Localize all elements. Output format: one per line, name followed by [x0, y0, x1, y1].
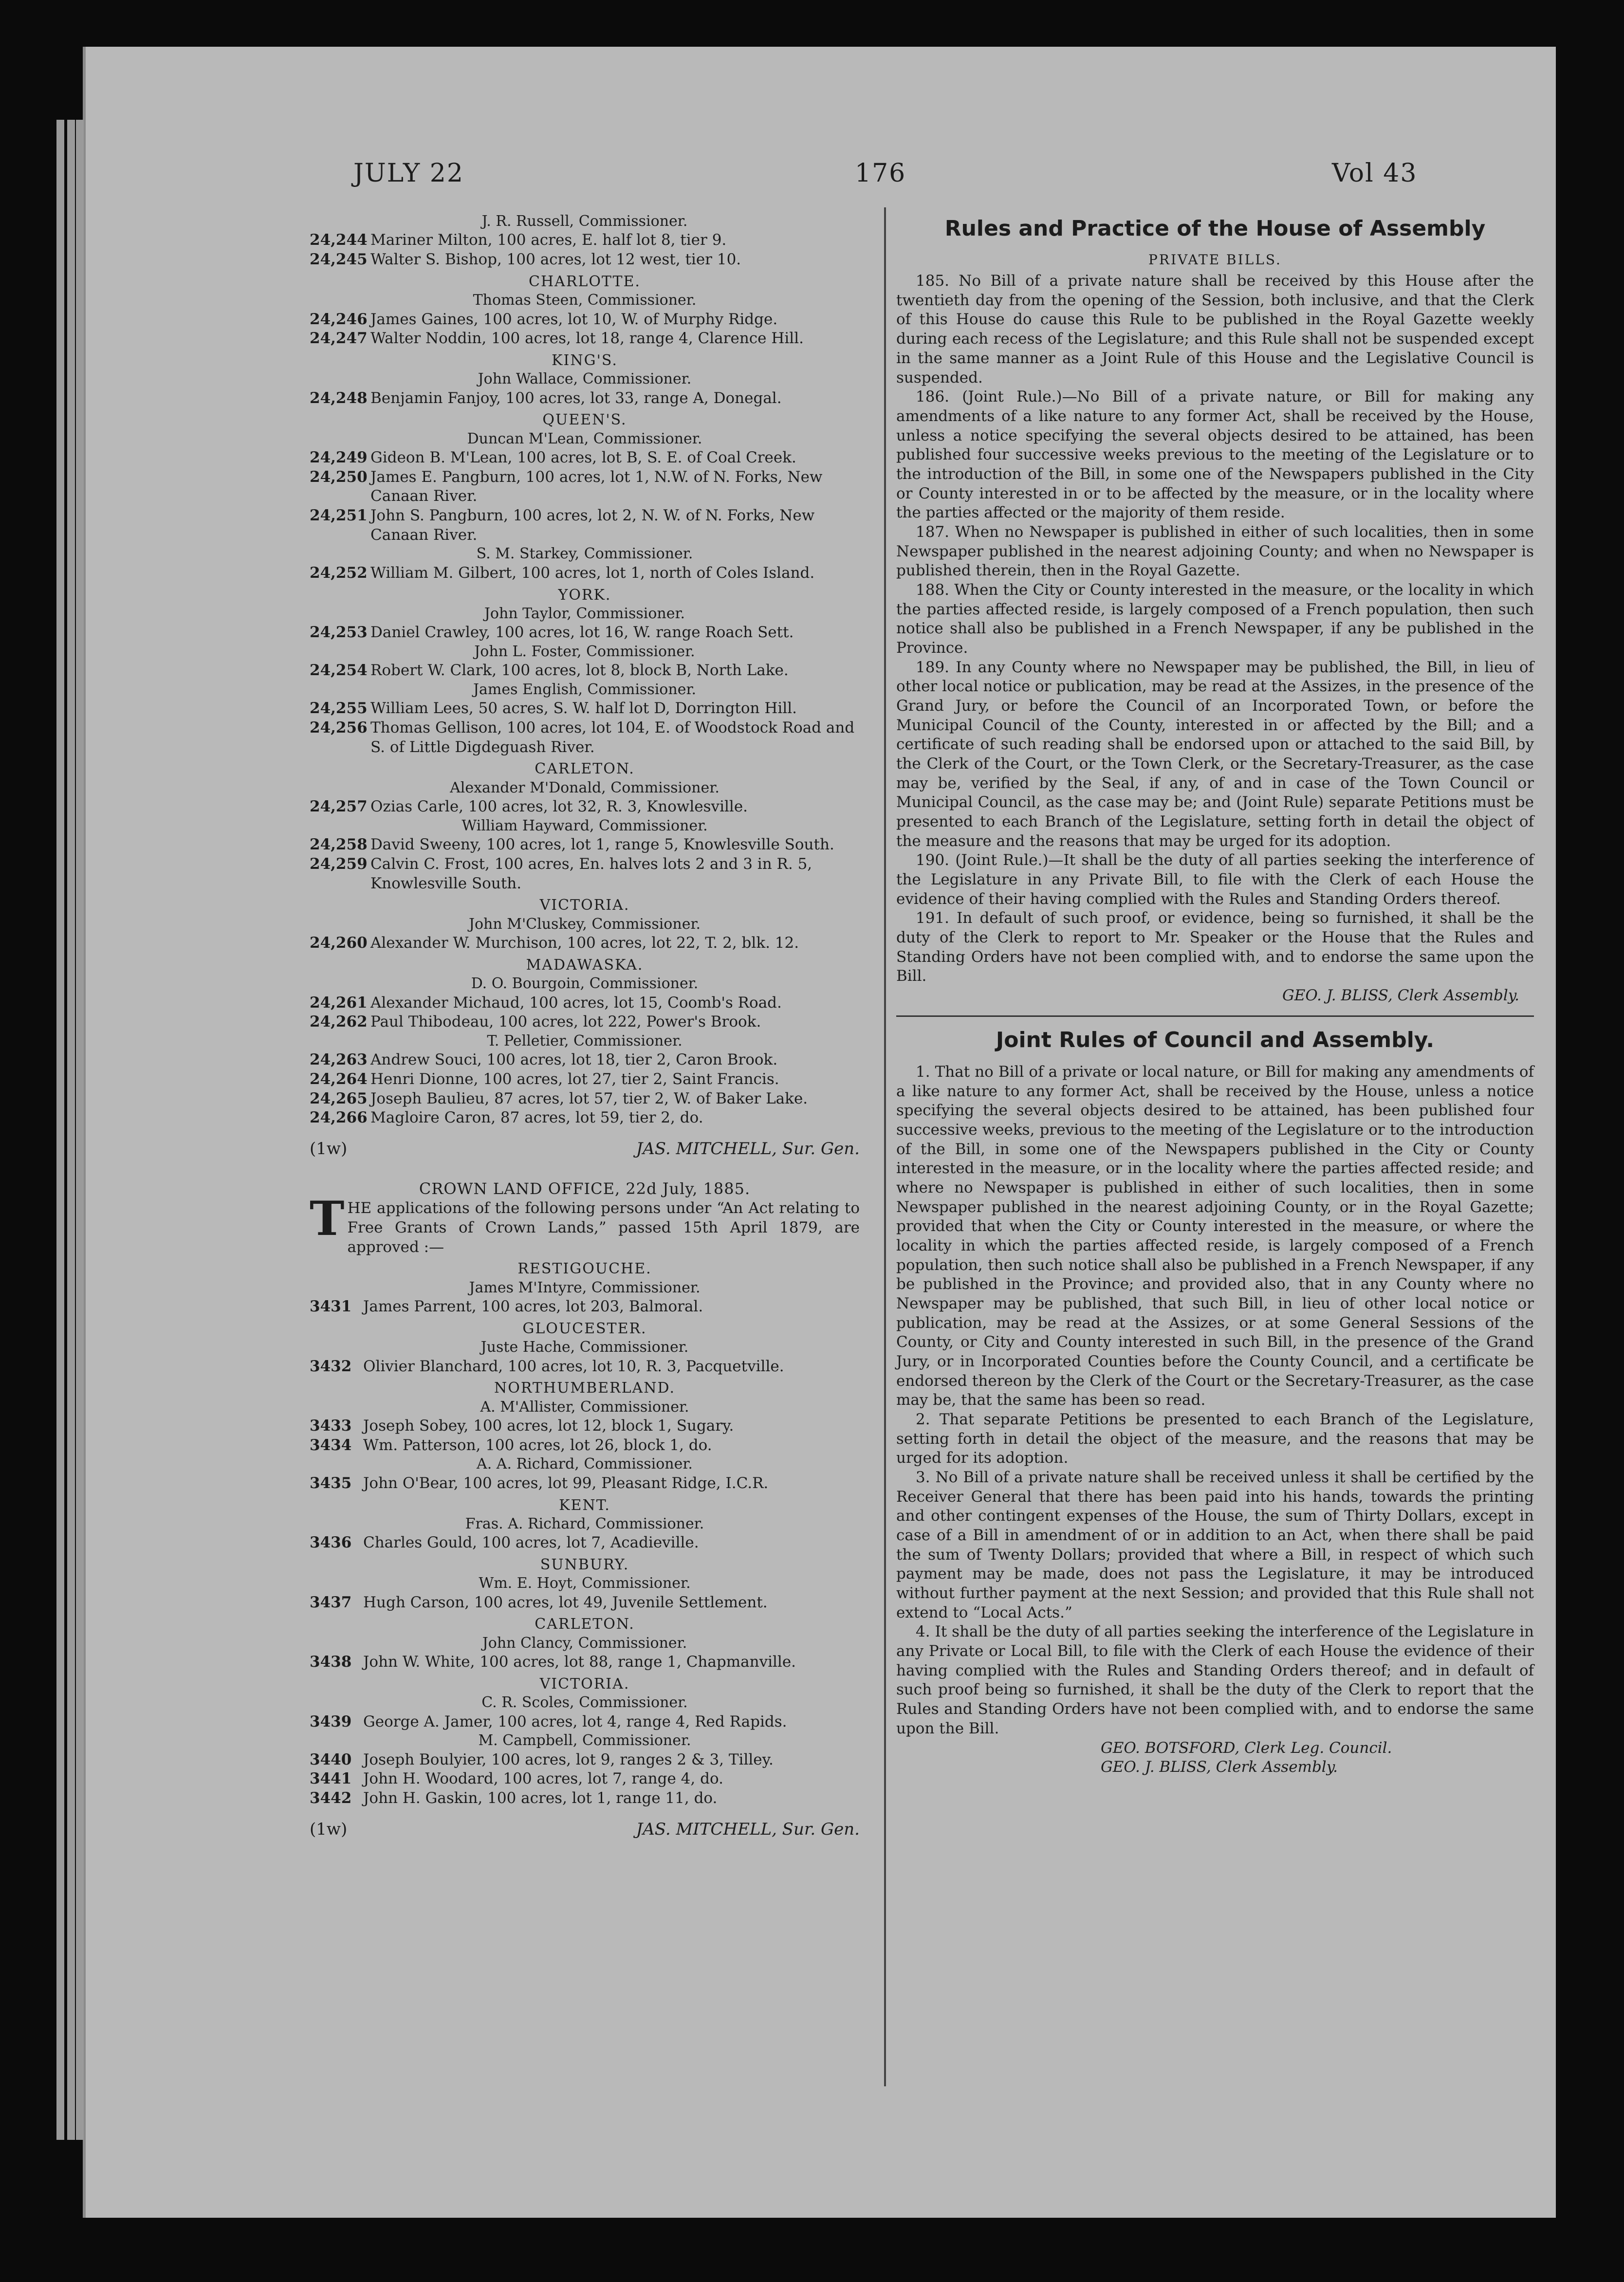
issue-marker: (1w) — [310, 1819, 348, 1839]
county-heading: VICTORIA. — [539, 1675, 630, 1693]
commissioner-line: Thomas Steen, Commissioner. — [473, 292, 697, 309]
grant-entry — [310, 623, 860, 643]
rule-paragraph: 185. No Bill of a private nature shall be received by this House after the twentieth day from the opening of the Session, both inclusive, and that the Clerk of this House do cause this Rule to be published in the Royal Gazette weekly during each recess of the Legislature; and this Rule shall not be suspended except in the same manner as a Joint Rule of this House and the Legislative Council is suspended. — [896, 272, 1534, 386]
signature-block — [310, 1139, 860, 1160]
grant-description: Charles Gould, 100 acres, lot 7, Acadieville. — [363, 1534, 699, 1552]
grant-description: Thomas Gellison, 100 acres, lot 104, E. of Woodstock Road and S. of Little Digdeguash River. — [370, 719, 855, 756]
grant-description: Hugh Carson, 100 acres, lot 49, Juvenile Settlement. — [363, 1593, 768, 1611]
grant-description: David Sweeny, 100 acres, lot 1, range 5, Knowlesville South. — [370, 836, 834, 854]
grant-description: John S. Pangburn, 100 acres, lot 2, N. W. of N. Forks, New Canaan River. — [370, 507, 815, 544]
commissioner-line: A. M'Allister, Commissioner. — [480, 1398, 689, 1416]
grant-description: Henri Dionne, 100 acres, lot 27, tier 2, Saint Francis. — [370, 1070, 779, 1088]
county-heading: GLOUCESTER. — [522, 1320, 647, 1337]
grant-description: Joseph Boulyier, 100 acres, lot 9, ranges 2 & 3, Tilley. — [363, 1750, 774, 1768]
rule-paragraph: 4. It shall be the duty of all parties seeking the interference of the Legislature in any Private or Local Bill, to file with the Clerk of each House the evidence of their having complied with the Rules and Standing Orders thereof; and in default of such proof being so furnished, it shall be the duty of the Clerk to report that the Rules and Standing Orders have not been complied with, and to endorse the same upon the Bill. — [896, 1623, 1534, 1737]
commissioner-line: C. R. Scoles, Commissioner. — [481, 1694, 688, 1712]
grant-number: 24,252 — [310, 564, 368, 582]
commissioner-line: Wm. E. Hoyt, Commissioner. — [479, 1575, 691, 1592]
county-heading: CARLETON. — [535, 760, 635, 778]
joint-rules-paragraphs — [896, 1063, 1534, 1739]
commissioner-line: John Wallace, Commissioner. — [478, 370, 692, 388]
county-heading: CHARLOTTE. — [529, 273, 641, 290]
header-date: JULY 22 — [353, 159, 464, 188]
county-heading: QUEEN'S. — [542, 411, 627, 429]
grant-entry — [310, 1070, 860, 1089]
grant-number: 24,259 — [310, 855, 368, 873]
grant-entry — [310, 1593, 860, 1613]
assembly-clerk-signature: GEO. J. BLISS, Clerk Assembly. — [1101, 1758, 1338, 1776]
grant-description: Walter S. Bishop, 100 acres, lot 12 west, tier 10. — [370, 251, 741, 269]
grant-entry — [310, 1653, 860, 1672]
grant-entry — [310, 564, 860, 583]
grant-entry — [310, 718, 860, 757]
stacked-page-edge — [56, 120, 64, 2140]
county-heading: RESTIGOUCHE. — [517, 1260, 652, 1278]
grant-number: 24,256 — [310, 719, 368, 737]
county-heading: KING'S. — [552, 351, 618, 369]
rule-paragraph: 190. (Joint Rule.)—It shall be the duty of all parties seeking the interference of the Legislature in any Private Bill, to file with the Clerk of each House the evidence of their having complied with the Rules and Standing Orders thereof. — [896, 851, 1534, 908]
grant-entry — [310, 835, 860, 855]
grant-description: Wm. Patterson, 100 acres, lot 26, block 1, do. — [363, 1436, 712, 1454]
signature-block — [310, 1819, 860, 1840]
grant-number: 3441 — [310, 1770, 352, 1788]
grant-description: Andrew Souci, 100 acres, lot 18, tier 2, Caron Brook. — [370, 1051, 778, 1069]
newspaper-page — [83, 47, 1556, 2218]
header-volume: Vol 43 — [1332, 159, 1418, 188]
grant-description: James E. Pangburn, 100 acres, lot 1, N.W. of N. Forks, New Canaan River. — [370, 468, 823, 505]
commissioner-line: James M'Intyre, Commissioner. — [469, 1279, 701, 1296]
grant-number: 3432 — [310, 1357, 352, 1375]
grant-description: Joseph Sobey, 100 acres, lot 12, block 1, Sugary. — [363, 1417, 734, 1435]
rule-paragraph: 187. When no Newspaper is published in either of such localities, then in some Newspaper published in the nearest adjoining County; and when no Newspaper is published therein, then in the Royal Gazette. — [896, 523, 1534, 580]
grant-entry — [310, 699, 860, 718]
grant-description: Alexander W. Murchison, 100 acres, lot 22, T. 2, blk. 12. — [370, 934, 799, 952]
grant-description: Benjamin Fanjoy, 100 acres, lot 33, range A, Donegal. — [370, 389, 782, 407]
grant-entry — [310, 1769, 860, 1789]
grant-entry — [310, 1712, 860, 1732]
grant-description: Olivier Blanchard, 100 acres, lot 10, R. 3, Pacquetville. — [363, 1357, 784, 1375]
commissioner-line: John M'Cluskey, Commissioner. — [468, 915, 701, 933]
rule-paragraph: 188. When the City or County interested in the measure, or the locality in which the parties affected reside, is largely composed of a French population, then such notice shall also be published in a French Newspaper, if any be published in the Province. — [896, 581, 1534, 657]
grant-entry — [310, 1089, 860, 1109]
stacked-page-edge — [76, 120, 84, 2140]
commissioner-line: M. Campbell, Commissioner. — [478, 1732, 691, 1749]
notice-heading: CROWN LAND OFFICE, 22d July, 1885. — [419, 1179, 751, 1198]
issue-marker: (1w) — [310, 1139, 348, 1159]
grant-number: 24,251 — [310, 507, 368, 525]
grant-description: George A. Jamer, 100 acres, lot 4, range 4, Red Rapids. — [363, 1712, 787, 1730]
grant-number: 24,255 — [310, 699, 368, 718]
grant-entry — [310, 329, 860, 349]
rule-paragraph: 186. (Joint Rule.)—No Bill of a private nature, or Bill for making any amendments of a like nature to any former Act, shall be received by the House, unless a notice specifying the several objects desired to be attained, has been published four successive weeks previous to the meeting of the Legislature or to the introduction of the Bill, in some one of the Newspapers published in the City or County interested in or to be affected by the measure, or in the locality where the parties affected or the majority of them reside. — [896, 388, 1534, 522]
grant-number: 24,250 — [310, 468, 368, 486]
rules-subhead: PRIVATE BILLS. — [1148, 252, 1282, 268]
grant-description: William M. Gilbert, 100 acres, lot 1, north of Coles Island. — [370, 564, 815, 582]
grant-number: 24,253 — [310, 624, 368, 642]
grant-number: 3438 — [310, 1653, 352, 1671]
grant-entry — [310, 1297, 860, 1317]
grant-description: John H. Woodard, 100 acres, lot 7, range 4, do. — [363, 1770, 723, 1788]
grant-entry — [310, 448, 860, 468]
grant-number: 3436 — [310, 1534, 352, 1552]
left-column — [310, 212, 860, 1840]
grant-number: 24,258 — [310, 836, 368, 854]
grant-description: Magloire Caron, 87 acres, lot 59, tier 2, do. — [370, 1109, 703, 1127]
commissioner-line: J. R. Russell, Commissioner. — [481, 213, 688, 230]
grant-number: 24,246 — [310, 310, 368, 328]
commissioner-line: S. M. Starkey, Commissioner. — [476, 545, 693, 563]
grant-number: 3434 — [310, 1436, 352, 1454]
grant-number: 24,248 — [310, 389, 368, 407]
grant-number: 3435 — [310, 1474, 352, 1492]
rule-paragraph: 189. In any County where no Newspaper may be published, the Bill, in lieu of other local notice or publication, may be read at the Assizes, in the presence of the Grand Jury, or before the Council of an Incorporated Town, or before the Municipal Council of the County, interested in or affected by the Bill; and a certificate of such reading shall be endorsed upon or attached to the said Bill, by the Clerk of the Court, or the Town Clerk, or the Secretary-Treasurer, as the case may be, verified by the Seal, if any, of and in case of the Town Council or Municipal Council, as the case may be; and (Joint Rule) separate Petitions must be presented to each Branch of the Legislature, setting forth in detail the object of the measure and the reasons that may be urged for its adoption. — [896, 658, 1534, 850]
grant-description: John O'Bear, 100 acres, lot 99, Pleasant Ridge, I.C.R. — [363, 1474, 769, 1492]
county-heading: MADAWASKA. — [526, 956, 644, 974]
section-rule — [896, 1015, 1534, 1017]
grant-description: Robert W. Clark, 100 acres, lot 8, block B, North Lake. — [370, 662, 789, 680]
commissioner-line: Fras. A. Richard, Commissioner. — [465, 1515, 704, 1532]
rules-paragraphs — [896, 272, 1534, 986]
grant-description: John H. Gaskin, 100 acres, lot 1, range 11, do. — [363, 1789, 718, 1807]
grant-entry — [310, 506, 860, 545]
county-heading: KENT. — [559, 1496, 610, 1514]
grant-description: Gideon B. M'Lean, 100 acres, lot B, S. E. of Coal Creek. — [370, 449, 796, 467]
grant-number: 24,245 — [310, 251, 368, 269]
grant-entry — [310, 1750, 860, 1770]
grant-description: Joseph Baulieu, 87 acres, lot 57, tier 2, W. of Baker Lake. — [370, 1089, 808, 1107]
grant-entry — [310, 1417, 860, 1436]
grant-entry — [310, 310, 860, 330]
grant-number: 24,265 — [310, 1089, 368, 1107]
grant-description: James Gaines, 100 acres, lot 10, W. of Murphy Ridge. — [370, 310, 778, 328]
surveyor-signature: JAS. MITCHELL, Sur. Gen. — [636, 1819, 860, 1839]
grant-number: 24,262 — [310, 1013, 368, 1031]
grant-entry — [310, 994, 860, 1013]
commissioner-line: James English, Commissioner. — [473, 681, 697, 699]
grants-list-top — [310, 212, 860, 1128]
header-page-number: 176 — [855, 159, 906, 188]
commissioner-line: A. A. Richard, Commissioner. — [477, 1455, 693, 1473]
grant-entry — [310, 468, 860, 506]
grant-description: Alexander Michaud, 100 acres, lot 15, Coomb's Road. — [370, 994, 782, 1012]
grant-description: Calvin C. Frost, 100 acres, En. halves lots 2 and 3 in R. 5, Knowlesville South. — [370, 855, 812, 892]
county-heading: YORK. — [558, 586, 611, 604]
grant-entry — [310, 1474, 860, 1493]
surveyor-signature: JAS. MITCHELL, Sur. Gen. — [636, 1139, 860, 1159]
grant-entry — [310, 1050, 860, 1070]
county-heading: SUNBURY. — [540, 1556, 629, 1573]
commissioner-line: William Hayward, Commissioner. — [461, 817, 708, 834]
rule-paragraph: 2. That separate Petitions be presented to each Branch of the Legislature, setting forth in detail the object of the measure, and the reasons that may be urged for its adoption. — [896, 1411, 1534, 1467]
commissioner-line: Alexander M'Donald, Commissioner. — [450, 779, 720, 796]
grant-number: 3439 — [310, 1712, 352, 1730]
notice-body — [310, 1191, 860, 1257]
grant-number: 24,266 — [310, 1109, 368, 1127]
county-heading: VICTORIA. — [539, 897, 630, 914]
grant-number: 3442 — [310, 1789, 352, 1807]
grant-entry — [310, 1436, 860, 1455]
joint-rules-title: Joint Rules of Council and Assembly. — [996, 1027, 1435, 1052]
grant-description: Daniel Crawley, 100 acres, lot 16, W. range Roach Sett. — [370, 624, 794, 642]
county-heading: NORTHUMBERLAND. — [494, 1380, 675, 1397]
grant-number: 24,261 — [310, 994, 368, 1012]
grant-entry — [310, 797, 860, 817]
column-divider — [884, 207, 886, 2086]
commissioner-line: T. Pelletier, Commissioner. — [487, 1032, 683, 1049]
grant-number: 24,263 — [310, 1051, 368, 1069]
grant-description: Walter Noddin, 100 acres, lot 18, range 4, Clarence Hill. — [370, 330, 804, 348]
grant-entry — [310, 1108, 860, 1128]
grant-entry — [310, 1357, 860, 1377]
grant-number: 24,254 — [310, 662, 368, 680]
grant-number: 24,257 — [310, 798, 368, 816]
commissioner-line: D. O. Bourgoin, Commissioner. — [471, 975, 699, 993]
grant-entry — [310, 1789, 860, 1808]
grant-number: 3431 — [310, 1298, 352, 1316]
grant-entry — [310, 1533, 860, 1553]
grant-number: 24,249 — [310, 449, 368, 467]
county-heading: CARLETON. — [535, 1616, 635, 1633]
page-header — [86, 159, 1556, 217]
stacked-page-edge — [67, 120, 75, 2140]
rules-title: Rules and Practice of the House of Assembly — [944, 216, 1486, 241]
rule-paragraph: 191. In default of such proof, or evidence, being so furnished, it shall be the duty of the Clerk to report to Mr. Speaker or the House that the Rules and Standing Orders have not been complied with, and to endorse the same upon the Bill. — [896, 909, 1534, 985]
grant-number: 3437 — [310, 1593, 352, 1611]
grant-number: 24,260 — [310, 934, 368, 952]
grant-description: James Parrent, 100 acres, lot 203, Balmoral. — [363, 1298, 703, 1316]
grant-entry — [310, 250, 860, 270]
grant-entry — [310, 1012, 860, 1032]
notice-text: HE applications of the following persons under “An Act relating to Free Grants of Crown Lands,” passed 15th April 1879, are approved :— — [347, 1199, 860, 1256]
grant-entry — [310, 389, 860, 408]
grant-entry — [310, 231, 860, 250]
commissioner-line: Duncan M'Lean, Commissioner. — [467, 430, 702, 447]
grant-number: 3433 — [310, 1417, 352, 1435]
grant-number: 24,247 — [310, 330, 368, 348]
rule-paragraph: 3. No Bill of a private nature shall be received unless it shall be certified by the Receiver General that there has been paid into his hands, towards the printing and other contingent expenses of the House, the sum of Thirty Dollars, except in case of a Bill in amendment of or in addition to an Act, when there shall be paid the sum of Twenty Dollars; provided that where a Bill, in respect of which such payment may be made, does not pass the Legislature, it may be introduced without further payment at the next Session; and provided that this Rule shall not extend to “Local Acts.” — [896, 1469, 1534, 1621]
grant-number: 3440 — [310, 1750, 352, 1768]
grant-entry — [310, 855, 860, 893]
grants-list-bottom — [310, 1260, 860, 1808]
right-column — [896, 212, 1534, 1777]
commissioner-line: John L. Foster, Commissioner. — [474, 643, 695, 660]
grant-description: William Lees, 50 acres, S. W. half lot D, Dorrington Hill. — [370, 699, 797, 718]
commissioner-line: Juste Hache, Commissioner. — [480, 1339, 689, 1356]
grant-entry — [310, 934, 860, 953]
grant-entry — [310, 661, 860, 681]
clerk-signature: GEO. J. BLISS, Clerk Assembly. — [1282, 987, 1519, 1004]
grant-description: Ozias Carle, 100 acres, lot 32, R. 3, Knowlesville. — [370, 798, 748, 816]
council-clerk-signature: GEO. BOTSFORD, Clerk Leg. Council. — [1101, 1739, 1392, 1757]
grant-description: John W. White, 100 acres, lot 88, range 1, Chapmanville. — [363, 1653, 796, 1671]
grant-description: Mariner Milton, 100 acres, E. half lot 8, tier 9. — [370, 231, 727, 249]
grant-number: 24,244 — [310, 231, 368, 249]
drop-cap: T — [310, 1191, 345, 1247]
rule-paragraph: 1. That no Bill of a private or local nature, or Bill for making any amendments of a like nature to any former Act, shall be received by the House, unless a notice specifying the several objects desired to be attained, has been published four successive weeks, previous to the meeting of the Legislature or to the introduction of the Bill, in some one of the Newspapers published in the City or County interested in the measure, or in the locality where the parties affected reside; and where no Newspaper is published in either of such localities, then in some Newspaper published in the nearest adjoining County, or in the Royal Gazette; provided that when the City or County interested in the measure, or where the locality in which the parties affected reside, is largely composed of a French population, then such notice shall also be published in a French Newspaper, if any be published in the Province; and provided also, that in any County where no Newspaper may be published, that such Bill, in lieu of other local notice or publication, may be read at the Assizes, or at some General Sessions of the County, or City and County interested in such Bill, in the presence of the Grand Jury, or in Incorporated Counties before the County Council, and a certificate be endorsed thereon by the Clerk of the Court or the Secretary-Treasurer, as the case may be, that the same has been so read. — [896, 1063, 1534, 1409]
grant-description: Paul Thibodeau, 100 acres, lot 222, Power's Brook. — [370, 1013, 761, 1031]
grant-number: 24,264 — [310, 1070, 368, 1088]
commissioner-line: John Clancy, Commissioner. — [482, 1634, 687, 1652]
commissioner-line: John Taylor, Commissioner. — [484, 605, 685, 622]
